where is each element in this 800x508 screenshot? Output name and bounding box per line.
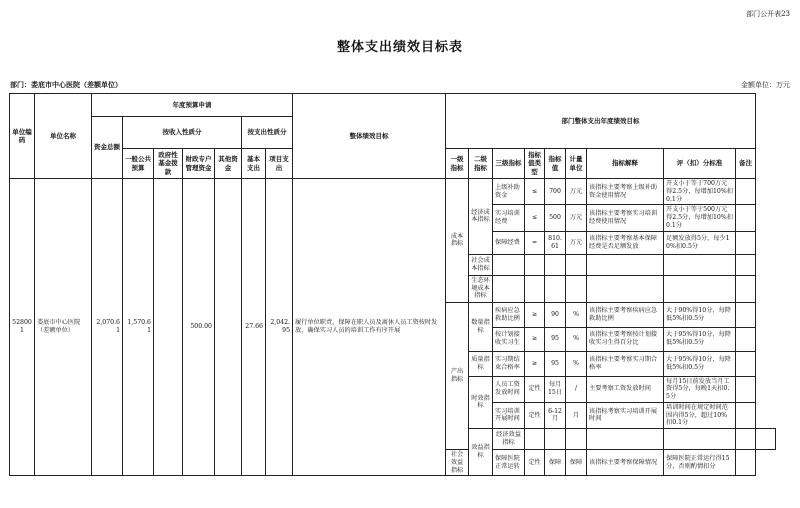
header-general-budget: 一般公共预算: [123, 149, 154, 179]
indicator-value: 每月15日: [545, 376, 566, 402]
header-value: 指标值: [545, 149, 566, 179]
level1-benefit: 效益指标: [469, 429, 493, 476]
indicator-name: 实习培训经费: [493, 205, 525, 231]
indicator-explanation: 该指标主要考察基本保障经费是否足额发放: [587, 231, 664, 254]
header-level2: 二级指标: [469, 149, 493, 179]
indicator-type: ≥: [525, 327, 545, 351]
header-annual-target: 部门整体支出年度绩效目标: [446, 94, 756, 149]
indicator-type: 定性: [525, 402, 545, 428]
indicator-unit: 万元: [566, 179, 587, 205]
indicator-name: 保障经费: [493, 231, 525, 254]
indicator-explanation: 该指标主要考察保障情况: [587, 450, 664, 476]
amount-unit-label: 金额单位：万元: [741, 81, 790, 89]
indicator-unit: 万元: [566, 231, 587, 254]
basic-expense: 27.66: [242, 179, 266, 476]
gov-fund: [154, 179, 183, 476]
indicator-type: ≤: [525, 205, 545, 231]
indicator-explanation: 该指标主要考察疾病应急救助比例: [587, 302, 664, 327]
indicator-explanation: 该指标考察实习培训开展时间: [587, 402, 664, 428]
header-unit-name: 单位名称: [35, 94, 92, 179]
indicator-remarks: [736, 302, 756, 327]
indicator-scoring: 足额发放得5分，每少10%扣0.5分: [664, 231, 736, 254]
header-by-expense: 按支出性质分: [242, 117, 293, 149]
indicator-scoring: 每月15日前发放当月工资得5分，每晚1天扣0.5分: [664, 376, 736, 402]
header-measure-unit: 计量单位: [566, 149, 587, 179]
level2-econ-benefit: 经济效益指标: [493, 429, 525, 450]
indicator-type: 定性: [525, 376, 545, 402]
level2-quantity: 数量指标: [469, 302, 493, 351]
header-value-type: 指标值类型: [525, 149, 545, 179]
indicator-scoring: 保障医院正常运行得15分，否则酌情扣分: [664, 450, 736, 476]
level2-social-benefit: 社会效益指标: [446, 450, 469, 476]
overall-goal: 履行单位职责，保障在职人员及离休人员工资按时发放，确保实习人员的培训工作有序开展: [293, 179, 446, 476]
header-scoring: 评（扣）分标准: [664, 149, 736, 179]
header-project-expense: 项目支出: [266, 149, 293, 179]
level2-quality: 质量指标: [469, 351, 493, 376]
indicator-remarks: [736, 327, 756, 351]
indicator-value: 95: [545, 351, 566, 376]
indicator-explanation: 主要考察工资发放时间: [587, 376, 664, 402]
level1-cost: 成本指标: [446, 179, 469, 303]
other-funds: [215, 179, 242, 476]
indicator-remarks: [736, 450, 756, 476]
department-label: 部门：娄底市中心医院（差额单位）: [10, 80, 122, 89]
header-basic-expense: 基本支出: [242, 149, 266, 179]
page-title: 整体支出绩效目标表: [336, 40, 463, 55]
indicator-value: 6-12月: [545, 402, 566, 428]
indicator-explanation: 该指标主要考察上级补助资金使用情况: [587, 179, 664, 205]
level2-social-cost: 社会成本指标: [469, 254, 493, 275]
indicator-scoring: 大于95%得10分，每降低5%扣0.5分: [664, 351, 736, 376]
indicator-unit: %: [566, 351, 587, 376]
indicator-scoring: 开支小于等于500万元得2.5分，每增加10%扣0.1分: [664, 205, 736, 231]
indicator-value: 810.61: [545, 231, 566, 254]
level2-timeliness: 时效指标: [469, 376, 493, 429]
indicator-unit: 月: [566, 402, 587, 428]
indicator-type: 定性: [525, 450, 545, 476]
indicator-value: 90: [545, 302, 566, 327]
level2-econ-cost: 经济成本指标: [469, 179, 493, 255]
indicator-name: 人员工资发放时间: [493, 376, 525, 402]
header-total-funds: 资金总额: [92, 117, 123, 179]
indicator-type: ≤: [525, 179, 545, 205]
indicator-explanation: 该指标主要考察实习期合格率: [587, 351, 664, 376]
header-level3: 三级指标: [493, 149, 525, 179]
indicator-name: 实习期结束合格率: [493, 351, 525, 376]
indicator-type: ≥: [525, 351, 545, 376]
indicator-remarks: [736, 402, 756, 428]
indicator-name: 实习培训开展时间: [493, 402, 525, 428]
indicator-unit: 万元: [566, 205, 587, 231]
indicator-value: 95: [545, 327, 566, 351]
indicator-scoring: 大于90%得10分，每降低5%扣0.5分: [664, 302, 736, 327]
header-explanation: 指标解释: [587, 149, 664, 179]
indicator-remarks: [736, 205, 756, 231]
table-row: [10, 179, 776, 205]
header-level1: 一级指标: [446, 149, 469, 179]
unit-name: 娄底市中心医院（差额单位）: [35, 179, 92, 476]
level2-eco-cost: 生态环境成本指标: [469, 275, 493, 302]
header-gov-fund: 政府性基金拨款: [154, 149, 183, 179]
indicator-unit: /: [566, 376, 587, 402]
page-number: 部门公开表23: [746, 10, 790, 18]
indicator-scoring: 大于95%得10分，每降低5%扣0.5分: [664, 327, 736, 351]
indicator-value: 保障: [545, 450, 566, 476]
special-account: 500.00: [183, 179, 215, 476]
indicator-name: 按计划接收实习生: [493, 327, 525, 351]
project-expense: 2,042.95: [266, 179, 293, 476]
indicator-name: 上级补助资金: [493, 179, 525, 205]
indicator-name: 疾病应急救助比例: [493, 302, 525, 327]
indicator-name: 保障医院正常运转: [493, 450, 525, 476]
indicator-scoring: 开支小于等于700万元得2.5分，每增加10%扣0.1分: [664, 179, 736, 205]
header-special-account: 财政专户管理资金: [183, 149, 215, 179]
performance-table: [9, 93, 776, 476]
header-other-funds: 其他资金: [215, 149, 242, 179]
indicator-remarks: [736, 351, 756, 376]
header-by-source: 按收入性质分: [123, 117, 242, 149]
header-budget-application: 年度预算申请: [92, 94, 293, 117]
indicator-value: 700: [545, 179, 566, 205]
total-funds: 2,070.61: [92, 179, 123, 476]
header-unit-code: 单位编码: [10, 94, 35, 179]
indicator-type: =: [525, 231, 545, 254]
unit-code: 528001: [10, 179, 35, 476]
indicator-scoring: 培训时间在规定时间范围内得5分，超过10%扣0.1分: [664, 402, 736, 428]
level1-output: 产出指标: [446, 302, 469, 450]
indicator-remarks: [736, 179, 756, 205]
indicator-remarks: [736, 231, 756, 254]
header-remarks: 备注: [736, 149, 756, 179]
header-overall-goal: 整体绩效目标: [293, 94, 446, 179]
indicator-type: ≥: [525, 302, 545, 327]
indicator-unit: 保障: [566, 450, 587, 476]
indicator-unit: %: [566, 327, 587, 351]
indicator-value: 500: [545, 205, 566, 231]
indicator-remarks: [736, 376, 756, 402]
general-budget: 1,570.61: [123, 179, 154, 476]
indicator-explanation: 该指标主要考察实习培训经费使用情况: [587, 205, 664, 231]
indicator-unit: %: [566, 302, 587, 327]
indicator-explanation: 该指标主要考察按计划接收实习生得百分比: [587, 327, 664, 351]
